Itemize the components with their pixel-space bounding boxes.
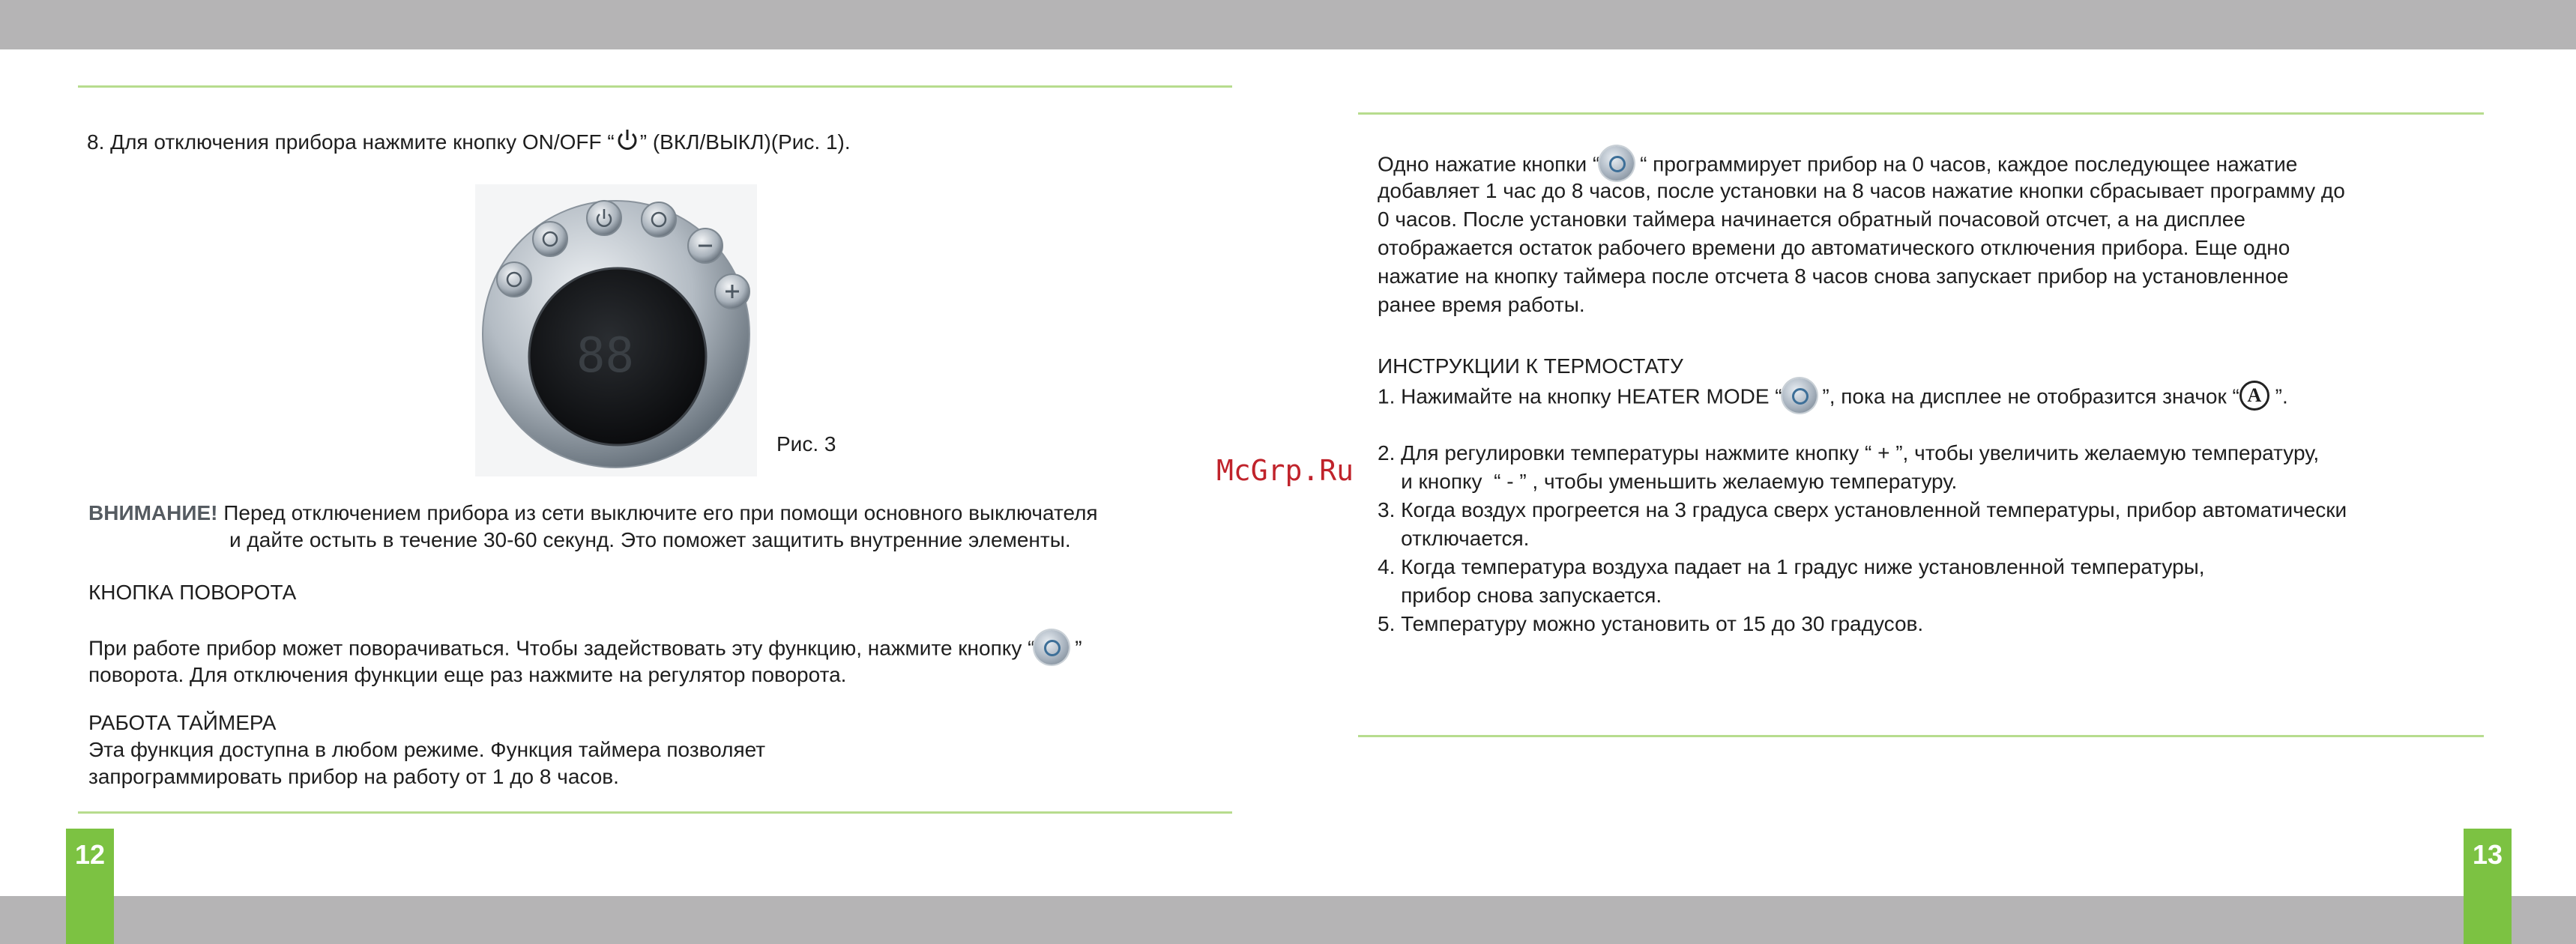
display-digits: 88 (576, 328, 635, 384)
timer-button (533, 222, 567, 256)
timer-para-line-4: отображается остаток рабочего времени до автоматического отключения прибора. Еще одно (1378, 236, 2290, 259)
warning-line-2: и дайте остыть в течение 30-60 секунд. Это поможет защитить внутренние элементы. (229, 528, 1071, 551)
bottom-band (0, 896, 2576, 944)
heater-mode-button (642, 202, 676, 237)
thermostat-item-1: 1. Нажимайте на кнопку HEATER MODE “ ”, пока на дисплее не отобразится значок “ A ”. (1378, 381, 2288, 415)
figure-caption: Рис. 3 (776, 432, 836, 456)
page-number-right-text: 13 (2472, 839, 2503, 870)
rotation-line-1: При работе прибор может поворачиваться. Чтобы задействовать эту функцию, нажмите кнопку “ ” (88, 632, 1082, 667)
thermostat-item-4-line-1: 4. Когда температура воздуха падает на 1 градус ниже установленной температуры, (1378, 555, 2205, 578)
timer-para-line-5: нажатие на кнопку таймера после отсчета 8 часов снова запускает прибор на установленное (1378, 264, 2289, 288)
thermostat-item-5: 5. Температуру можно установить от 15 до 30 градусов. (1378, 612, 1924, 635)
top-band (0, 0, 2576, 49)
timer-para-line-1: Одно нажатие кнопки “ “ программирует прибор на 0 часов, каждое последующее нажатие (1378, 148, 2297, 183)
thermostat-item-4-line-2: прибор снова запускается. (1378, 584, 1662, 607)
auto-mode-a-icon: A (2239, 381, 2269, 411)
heater-mode-icon (1782, 378, 1817, 413)
warning-line-1: ВНИМАНИЕ! Перед отключением прибора из сети выключите его при помощи основного выключателя (88, 501, 1098, 524)
timer-line-1: Эта функция доступна в любом режиме. Функция таймера позволяет (88, 738, 766, 761)
thermostat-item-3-line-1: 3. Когда воздух прогреется на 3 градуса сверх установленной температуры, прибор автоматически (1378, 498, 2347, 521)
watermark: McGrp.Ru (1216, 454, 1354, 487)
timer-line-2: запрограммировать прибор на работу от 1 до 8 часов. (88, 765, 619, 788)
timer-para-line-2: добавляет 1 час до 8 часов, после установки на 8 часов нажатие кнопки сбрасывает программу до (1378, 179, 2345, 202)
divider-left-bottom (78, 811, 1232, 814)
timer-button-icon (1599, 146, 1634, 181)
page-number-left (66, 829, 114, 944)
divider-left-top (78, 85, 1232, 88)
page-number-left-text: 12 (74, 839, 106, 870)
power-icon (615, 127, 640, 153)
rotation-line-2: поворота. Для отключения функции еще раз нажмите на регулятор поворота. (88, 663, 847, 686)
thermostat-item-3-line-2: отключается. (1378, 527, 1530, 550)
heater-control-panel-image (475, 184, 757, 476)
rotation-button-icon (1034, 630, 1069, 665)
item-8: 8. Для отключения прибора нажмите кнопку ON/OFF “ ” (ВКЛ/ВЫКЛ)(Рис. 1). (87, 127, 851, 156)
page-number-right (2464, 829, 2512, 944)
divider-right-bottom (1358, 735, 2484, 737)
thermostat-item-2-line-1: 2. Для регулировки температуры нажмите кнопку “ + ”, чтобы увеличить желаемую температуру, (1378, 441, 2320, 465)
thermostat-heading: ИНСТРУКЦИИ К ТЕРМОСТАТУ (1378, 354, 1683, 378)
rotation-heading: КНОПКА ПОВОРОТА (88, 581, 297, 604)
timer-para-line-3: 0 часов. После установки таймера начинается обратный почасовой отсчет, а на дисплее (1378, 208, 2245, 231)
warning-label: ВНИМАНИЕ! (88, 501, 218, 524)
panel-button-left (497, 262, 531, 297)
thermostat-item-2-line-2: и кнопку “ - ” , чтобы уменьшить желаемую температуру. (1378, 470, 1958, 493)
timer-heading: РАБОТА ТАЙМЕРА (88, 711, 277, 734)
timer-para-line-6: ранее время работы. (1378, 293, 1585, 316)
divider-right-top (1358, 112, 2484, 115)
